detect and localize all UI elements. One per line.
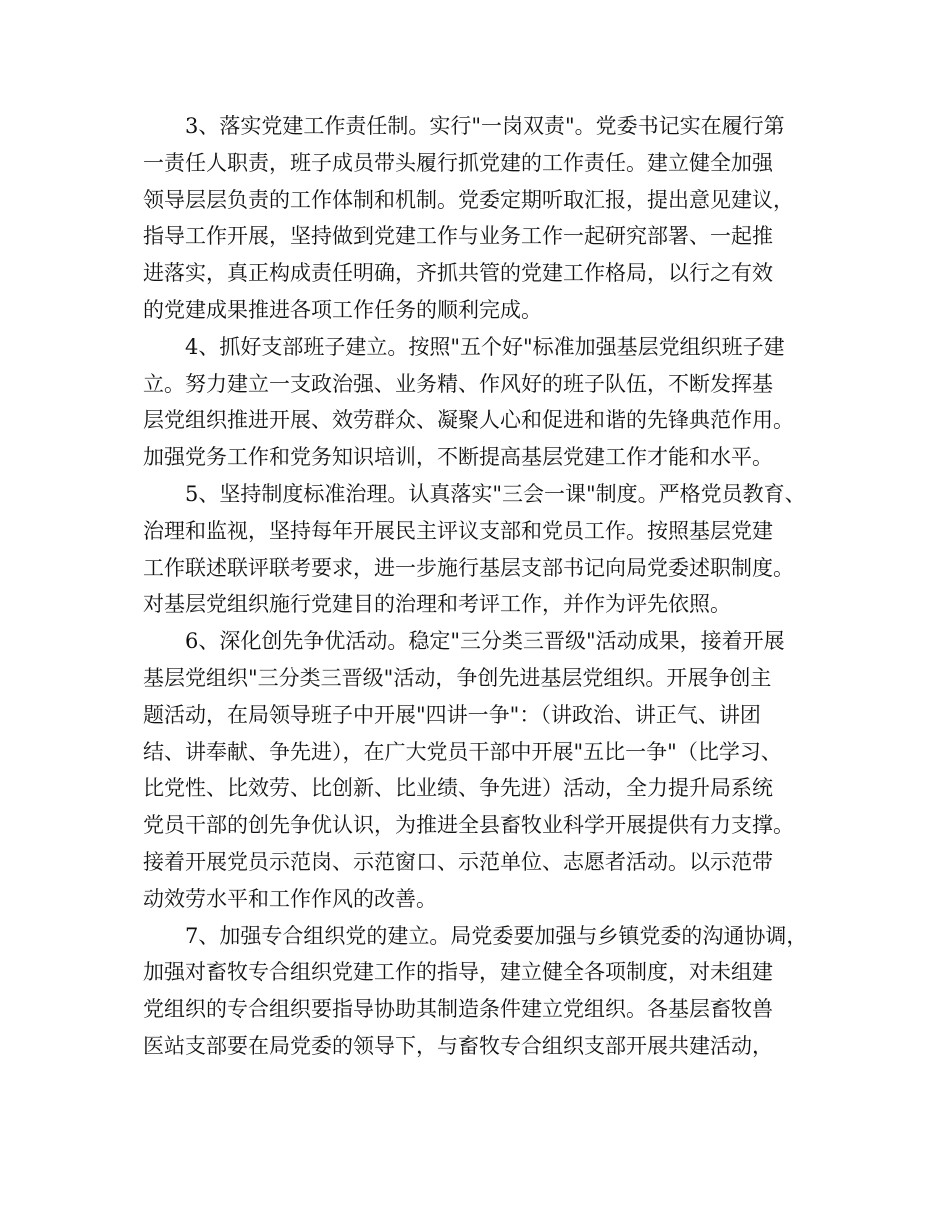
paragraph-line: 立。努力建立一支政治强、业务精、作风好的班子队伍，不断发挥基 bbox=[143, 371, 773, 396]
paragraph-line: 接着开展党员示范岗、示范窗口、示范单位、志愿者活动。以示范带 bbox=[143, 849, 773, 874]
paragraph-line: 结、讲奉献、争先进），在广大党员干部中开展"五比一争"（比学习、 bbox=[143, 739, 782, 764]
paragraph-line: 6、深化创先争优活动。稳定"三分类三晋级"活动成果，接着开展 bbox=[185, 629, 785, 654]
paragraph-7 bbox=[143, 918, 819, 1065]
paragraph-line: 7、加强专合组织党的建立。局党委要加强与乡镇党委的沟通协调， bbox=[185, 923, 808, 948]
paragraph-line: 题活动，在局领导班子中开展"四讲一争"：（讲政治、讲正气、讲团 bbox=[143, 702, 761, 727]
paragraph-line: 基层党组织"三分类三晋级"活动，争创先进基层党组织。开展争创主 bbox=[143, 665, 772, 690]
document-body bbox=[143, 108, 819, 1065]
paragraph-6 bbox=[143, 623, 819, 917]
paragraph-line: 5、坚持制度标准治理。认真落实"三会一课"制度。严格党员教育、 bbox=[185, 481, 806, 506]
paragraph-line: 指导工作开展，坚持做到党建工作与业务工作一起研究部署、一起推 bbox=[143, 224, 773, 249]
paragraph-line: 加强党务工作和党务知识培训，不断提高基层党建工作才能和水平。 bbox=[143, 445, 773, 470]
paragraph-3 bbox=[143, 108, 819, 329]
paragraph-line: 比党性、比效劳、比创新、比业绩、争先进）活动，全力提升局系统 bbox=[143, 776, 773, 801]
paragraph-4 bbox=[143, 329, 819, 476]
paragraph-line: 3、落实党建工作责任制。实行"一岗双责"。党委书记实在履行第 bbox=[185, 114, 785, 138]
paragraph-line: 加强对畜牧专合组织党建工作的指导，建立健全各项制度，对未组建 bbox=[143, 960, 773, 985]
paragraph-line: 医站支部要在局党委的领导下，与畜牧专合组织支部开展共建活动， bbox=[143, 1033, 773, 1058]
paragraph-line: 一责任人职责，班子成员带头履行抓党建的工作责任。建立健全加强 bbox=[143, 150, 773, 175]
paragraph-line: 对基层党组织施行党建目的治理和考评工作，并作为评先依照。 bbox=[143, 592, 731, 617]
paragraph-line: 党员干部的创先争优认识，为推进全县畜牧业科学开展提供有力支撑。 bbox=[143, 813, 794, 838]
paragraph-line: 治理和监视，坚持每年开展民主评议支部和党员工作。按照基层党建 bbox=[143, 518, 773, 543]
paragraph-5 bbox=[143, 476, 819, 623]
paragraph-line: 党组织的专合组织要指导协助其制造条件建立党组织。各基层畜牧兽 bbox=[143, 997, 773, 1022]
paragraph-line: 的党建成果推进各项工作任务的顺利完成。 bbox=[143, 297, 542, 322]
paragraph-line: 4、抓好支部班子建立。按照"五个好"标准加强基层党组织班子建 bbox=[185, 334, 785, 359]
paragraph-line: 层党组织推进开展、效劳群众、凝聚人心和促进和谐的先锋典范作用。 bbox=[143, 408, 794, 433]
paragraph-line: 工作联述联评联考要求，进一步施行基层支部书记向局党委述职制度。 bbox=[143, 555, 794, 580]
paragraph-line: 动效劳水平和工作作风的改善。 bbox=[143, 886, 437, 911]
paragraph-line: 领导层层负责的工作体制和机制。党委定期听取汇报，提出意见建议， bbox=[143, 187, 794, 212]
paragraph-line: 进落实，真正构成责任明确，齐抓共管的党建工作格局，以行之有效 bbox=[143, 261, 773, 286]
